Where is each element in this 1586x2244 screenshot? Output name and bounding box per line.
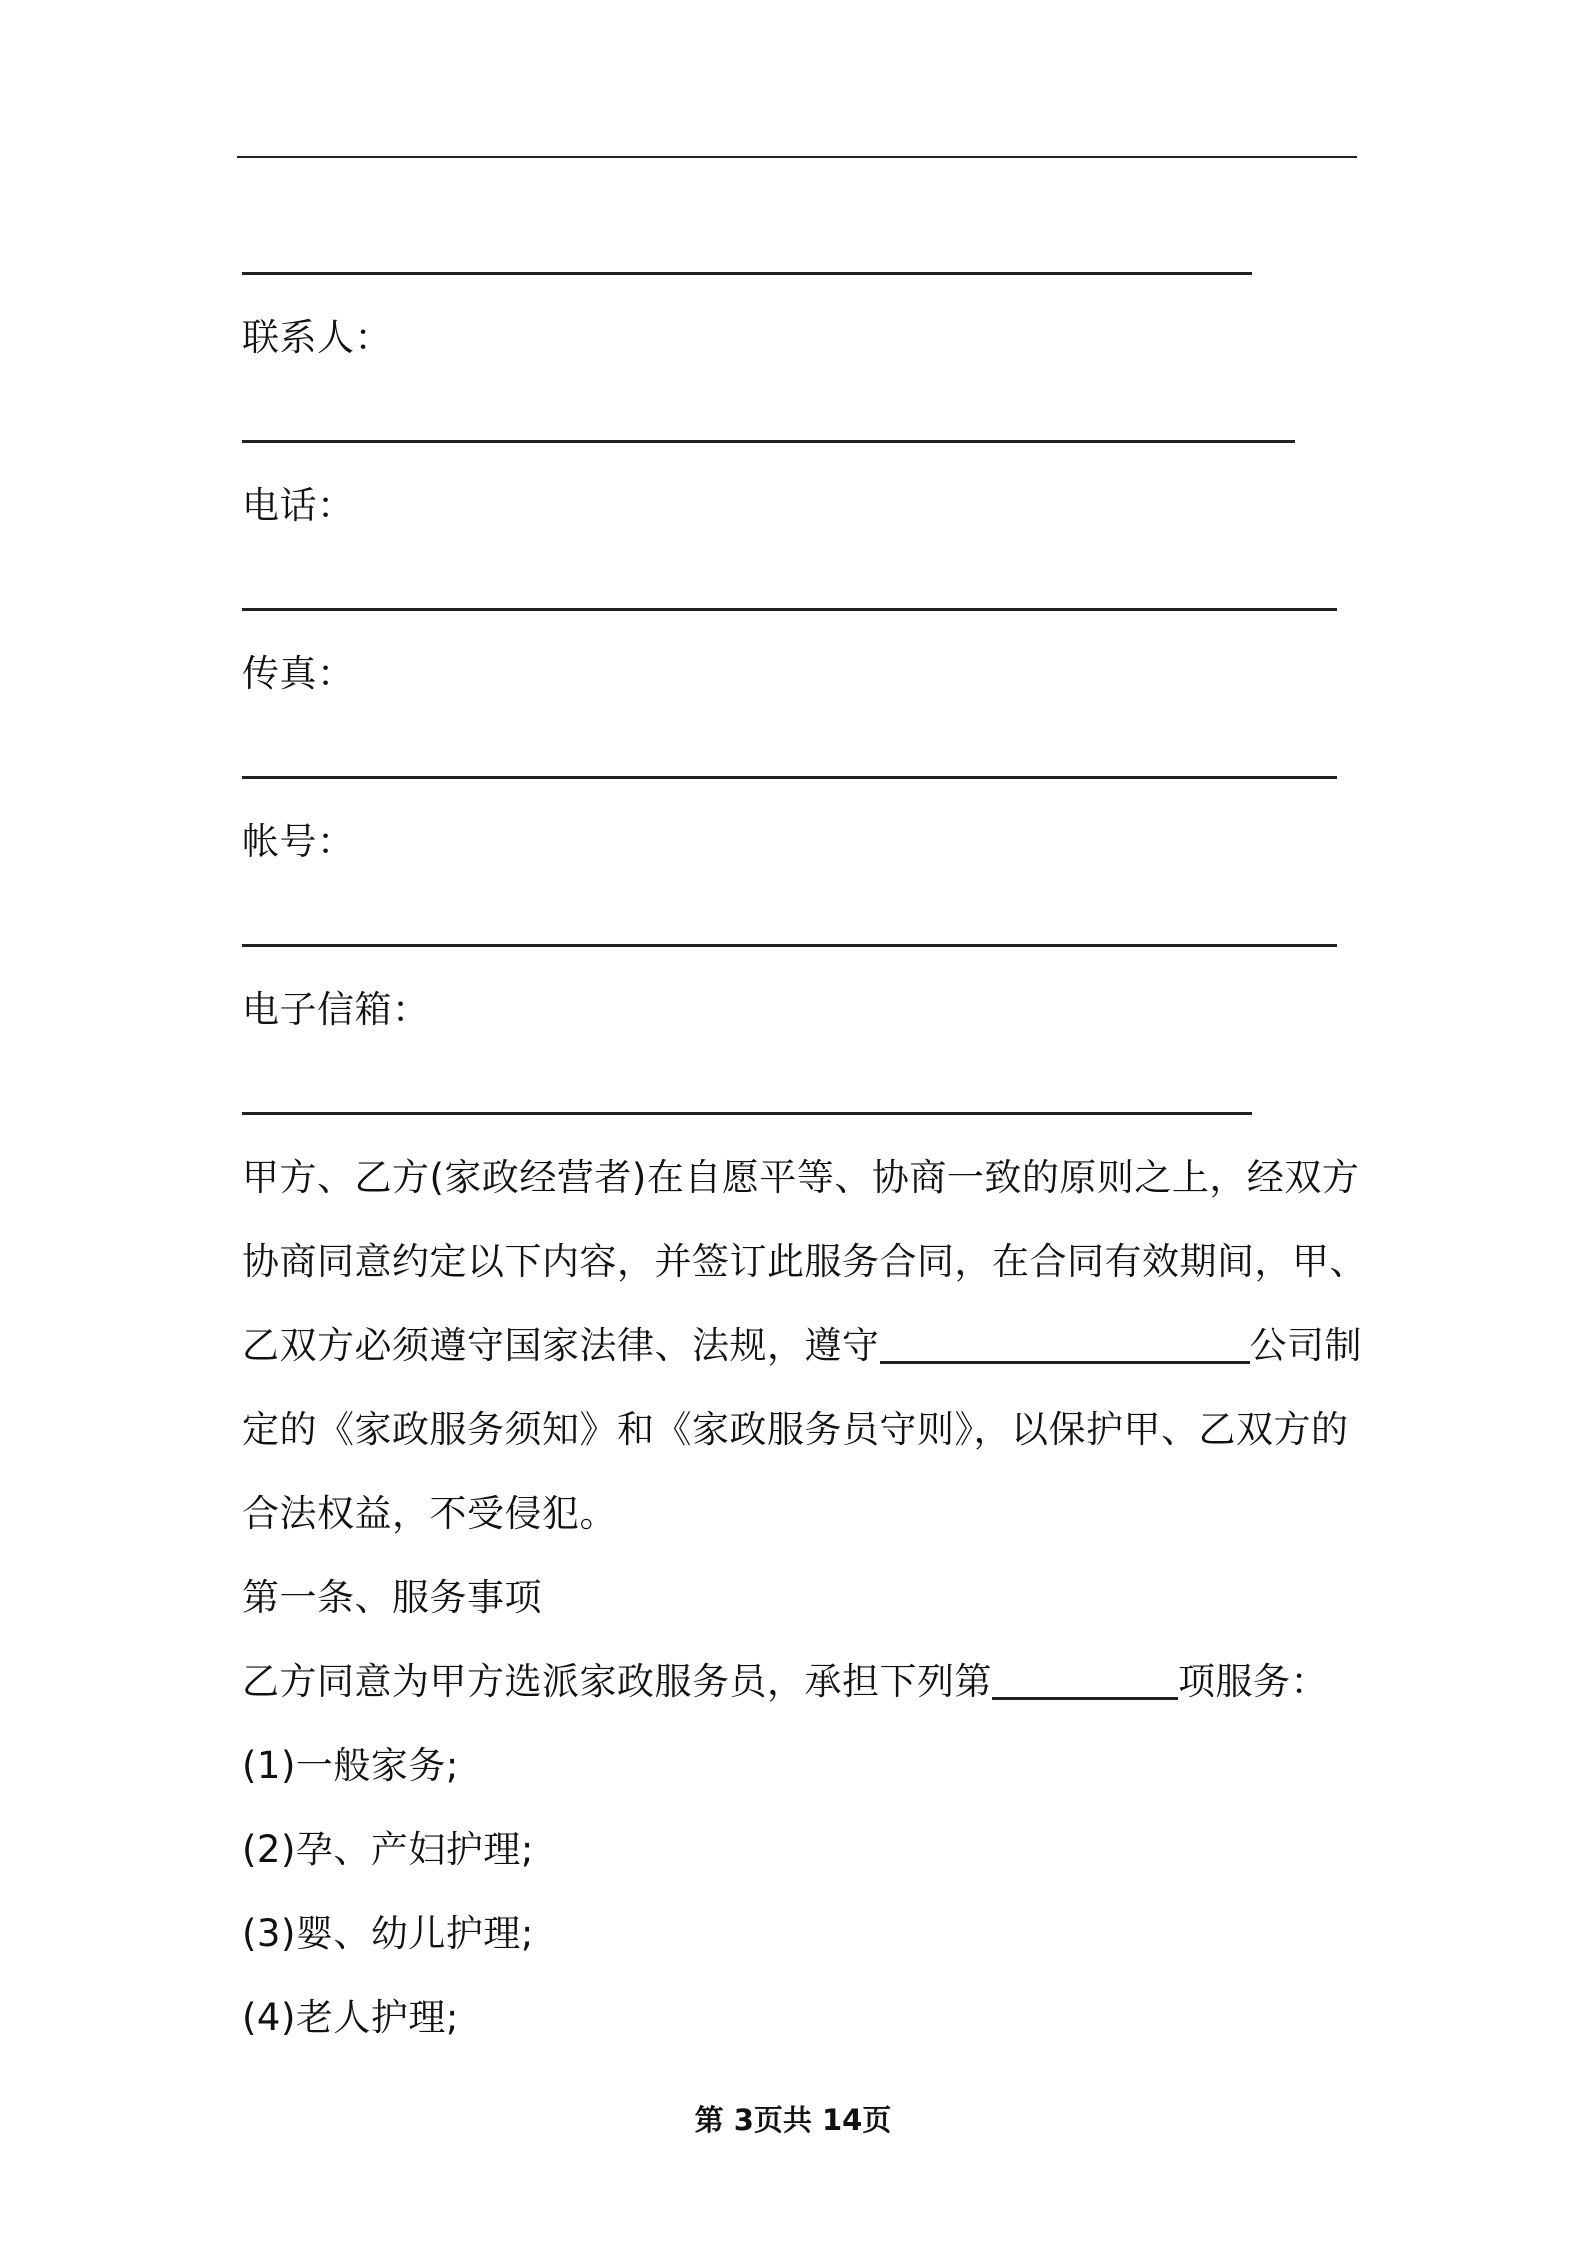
article-1-lead	[242, 1640, 1357, 1724]
service-item-2: (2)孕、产妇护理;	[242, 1828, 534, 1871]
blank-line	[242, 212, 1357, 296]
blank-line	[242, 1052, 1357, 1136]
intro-line-1: 甲方、乙方(家政经营者)在自愿平等、协商一致的原则之上，经双方	[242, 1156, 1360, 1199]
intro-line-3-end: 公司制	[1249, 1324, 1362, 1367]
company-name-blank	[880, 1361, 1250, 1364]
header-rule	[237, 156, 1357, 158]
document-body	[242, 212, 1367, 2060]
blank-line	[242, 380, 1357, 464]
blank-line	[242, 548, 1357, 632]
account-label: 帐号：	[242, 820, 355, 863]
article-1-heading: 第一条、服务事项	[242, 1576, 542, 1619]
intro-line-2: 协商同意约定以下内容，并签订此服务合同，在合同有效期间，甲、	[242, 1240, 1367, 1283]
intro-line-4: 定的《家政服务须知》和《家政服务员守则》，以保护甲、乙双方的	[242, 1408, 1349, 1451]
page-number: 第 3页共 14页	[694, 2103, 892, 2137]
blank-line	[242, 716, 1357, 800]
service-item-1: (1)一般家务;	[242, 1744, 459, 1787]
contact-person-label: 联系人：	[242, 316, 392, 359]
blank-line	[242, 884, 1357, 968]
service-item-4: (4)老人护理;	[242, 1996, 459, 2039]
service-item-blank	[992, 1697, 1178, 1700]
article-1-lead-start: 乙方同意为甲方选派家政服务员，承担下列第	[242, 1660, 992, 1703]
intro-line-3	[242, 1304, 1362, 1388]
intro-line-3-start: 乙双方必须遵守国家法律、法规，遵守	[242, 1324, 880, 1367]
service-item-3: (3)婴、幼儿护理;	[242, 1912, 534, 1955]
fax-label: 传真：	[242, 652, 355, 695]
phone-label: 电话：	[242, 484, 355, 527]
article-1-lead-end: 项服务：	[1178, 1660, 1328, 1703]
email-label: 电子信箱：	[242, 988, 430, 1031]
intro-line-5: 合法权益，不受侵犯。	[242, 1492, 617, 1535]
